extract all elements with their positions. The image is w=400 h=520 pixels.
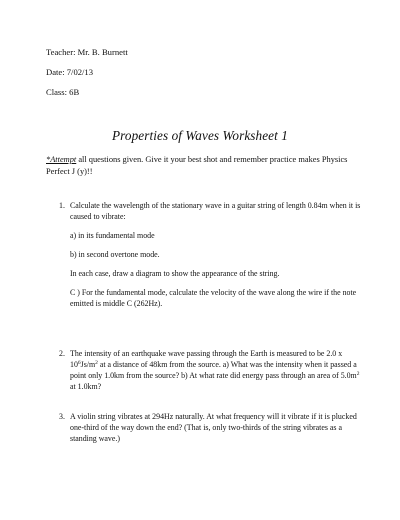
question-2 — [46, 348, 366, 392]
question-number: 1. — [59, 201, 65, 210]
intro-paragraph — [46, 154, 366, 177]
page-title: Properties of Waves Worksheet 1 — [112, 128, 288, 143]
question-part: C ) For the fundamental mode, calculate the velocity of the wave along the wire if the note emitted is middle C (262Hz). — [70, 288, 357, 308]
question-1 — [46, 200, 366, 309]
intro-text: all questions given. Give it your best shot and remember practice makes Physics Perfect J (y)!! — [46, 155, 348, 176]
question-part: a) in its fundamental mode — [70, 231, 155, 240]
question-text: Calculate the wavelength of the stationary wave in a guitar string of length 0.84m when it is caused to vibrate: — [70, 201, 361, 221]
question-part: In each case, draw a diagram to show the appearance of the string. — [70, 269, 280, 278]
date-line: Date: 7/02/13 — [46, 67, 94, 77]
intro-emphasis: *Attempt — [46, 155, 77, 164]
question-number: 2. — [59, 349, 65, 358]
question-text: The intensity of an earthquake wave passing through the Earth is measured to be 2.0 x $10^6Js/m^2$ at a distance of 48km from the source. a) What was the intensity when it passed a point only 1.0km from the source? b) At what rate did energy pass through an area of $5.0m^2$ at 1.0km? — [70, 349, 360, 391]
question-text: A violin string vibrates at 294Hz naturally. At what frequency will it vibrate if it is plucked one-third of the way down the end? (That is, only two-thirds of the string vibrates as a standing wave.) — [70, 412, 357, 443]
class-line: Class: 6B — [46, 87, 80, 97]
question-number: 3. — [59, 412, 65, 421]
question-part: b) in second overtone mode. — [70, 250, 160, 259]
teacher-line: Teacher: Mr. B. Burnett — [46, 47, 128, 57]
question-3 — [46, 411, 366, 444]
